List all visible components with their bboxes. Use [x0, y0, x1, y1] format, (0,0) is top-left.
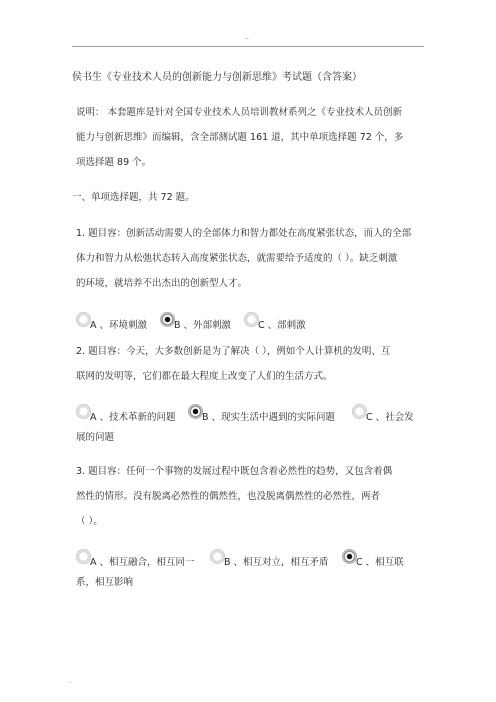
option-label: C 、相互联 [356, 557, 404, 568]
question-3-option-c-continuation: 系，相互影响 [76, 577, 134, 588]
intro-line: 说明： 本套题库是针对全国专业技术人员培训教材系列之《专业技术人员创新 [76, 107, 403, 118]
option-label: A 、技术革新的问题 [90, 412, 176, 423]
question-1-line: 体力和智力从松弛状态转入高度紧张状态，就需要给予适度的（ ）。缺乏刺激 [76, 253, 398, 264]
intro-line: 项选择题 89 个。 [76, 157, 152, 168]
question-2-option-c-continuation: 展的问题 [76, 432, 115, 443]
radio-button-selected-icon[interactable] [342, 549, 357, 564]
radio-button-icon[interactable] [352, 404, 367, 419]
question-2-line: 2. 题目容：今天，大多数创新是为了解决（ ），例如个人计算机的发明、互 [76, 346, 391, 357]
question-3-line: 然性的情形。没有脱离必然性的偶然性，也没脱离偶然性的必然性，两者 [76, 491, 381, 502]
option-label: B 、外部刺激 [174, 320, 232, 331]
question-1-line: 的环境，就培养不出杰出的创新型人才。 [76, 278, 248, 289]
radio-button-icon[interactable] [244, 312, 259, 327]
option-label: B 、现实生活中遇到的实际问题 [202, 412, 336, 423]
radio-button-selected-icon[interactable] [160, 312, 175, 327]
question-1-line: 1. 题目容：创新活动需要人的全部体力和智力都处在高度紧张状态，而人的全部 [76, 228, 412, 239]
option-label: B 、相互对立，相互矛盾 [224, 557, 329, 568]
radio-button-icon[interactable] [76, 549, 91, 564]
intro-line: 能力与创新思维》而编辑，含全部测试题 161 道，其中单项选择题 72 个，多 [76, 132, 404, 143]
radio-button-icon[interactable] [76, 312, 91, 327]
radio-button-selected-icon[interactable] [188, 404, 203, 419]
question-3-line: 3. 题目容：任何一个事物的发展过程中既包含着必然性的趋势，又包含着偶 [76, 466, 393, 477]
header-mark: .. [244, 32, 250, 41]
option-label: C 、部刺激 [258, 320, 306, 331]
option-label: A 、环境刺激 [90, 320, 148, 331]
option-label: C 、社会发 [366, 412, 414, 423]
question-2-line: 联网的发明等，它们都在最大程度上改变了人们的生活方式。 [76, 371, 333, 382]
radio-button-icon[interactable] [210, 549, 225, 564]
document-title: 侯书生《专业技术人员的创新能力与创新思维》考试题（含答案） [72, 72, 362, 83]
section-heading: 一、单项选择题，共 72 题。 [72, 192, 195, 203]
footer-mark: . [69, 676, 72, 685]
radio-button-icon[interactable] [76, 404, 91, 419]
option-label: A 、相互融合，相互同一 [90, 557, 195, 568]
header-rule [72, 46, 424, 47]
question-3-line: （ ）。 [76, 516, 103, 527]
